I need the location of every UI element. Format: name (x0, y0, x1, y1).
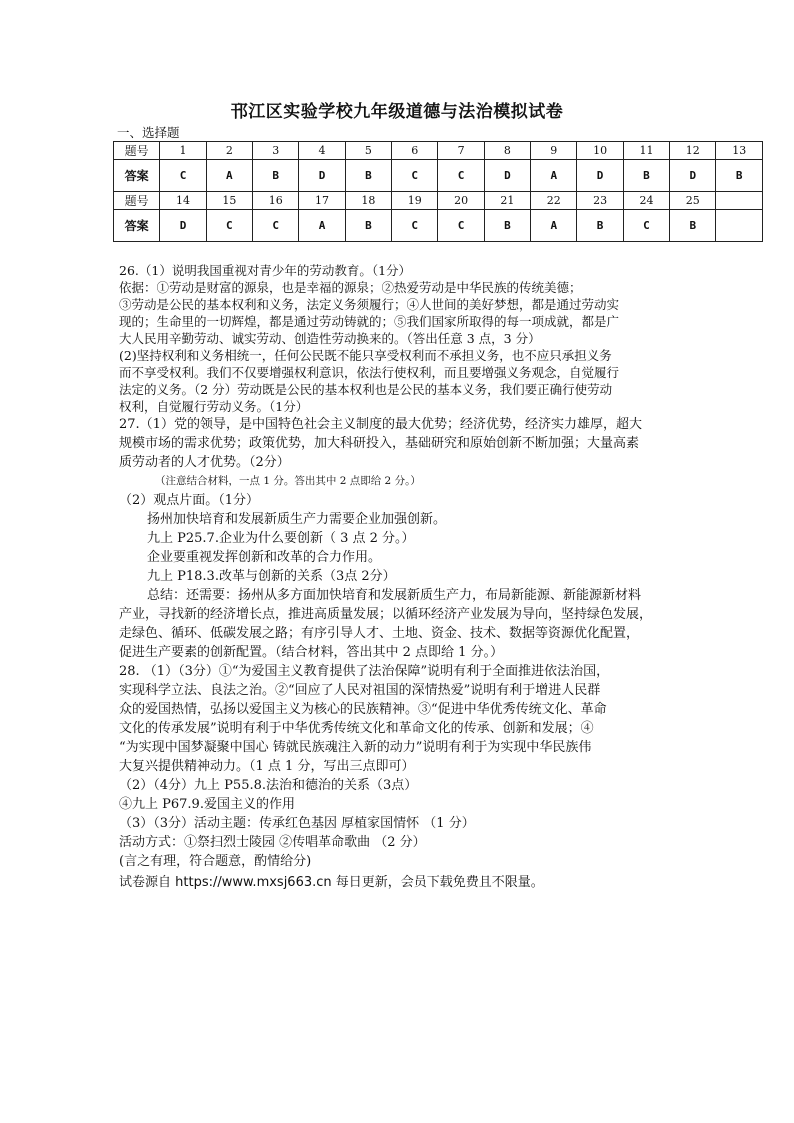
question-number: 24 (623, 192, 669, 210)
answer-cell: C (206, 210, 252, 242)
answer-cell: B (577, 210, 623, 242)
table-row (114, 160, 763, 192)
text-line: 九上 P18.3.改革与创新的关系（3点 2分） (147, 569, 396, 584)
answer-cell: C (392, 160, 438, 192)
table-row (114, 210, 763, 242)
footer-source: 试卷源自 https://www.mxsj663.cn 每日更新，会员下载免费且不限量。 (119, 875, 544, 890)
text-line: 大复兴提供精神动力。（1 点 1 分，写出三点即可） (119, 759, 415, 774)
question-number: 6 (392, 142, 438, 160)
answer-header: 答案 (114, 210, 160, 242)
text-line: 走绿色、循环、低碳发展之路；有序引导人才、土地、资金、技术、数据等资源优化配置， (119, 626, 640, 641)
question-number: 21 (484, 192, 530, 210)
text-line: 依据：①劳动是财富的源泉，也是幸福的源泉；②热爱劳动是中华民族的传统美德； (119, 280, 582, 295)
answer-cell: B (716, 160, 763, 192)
text-line: (言之有理，符合题意，酌情给分) (119, 854, 312, 869)
text-line: 27.（1）党的领导，是中国特色社会主义制度的最大优势；经济优势，经济实力雄厚，超大 (119, 417, 642, 432)
text-line: 企业要重视发挥创新和改革的合力作用。 (147, 550, 382, 565)
answer-table (113, 141, 763, 242)
question-number: 10 (577, 142, 623, 160)
text-line: ④九上 P67.9.爱国主义的作用 (119, 797, 295, 812)
page-title: 邗江区实验学校九年级道德与法治模拟试卷 (230, 102, 564, 122)
text-line: 总结：还需要：扬州从多方面加快培育和发展新质生产力，布局新能源、新能源新材料 (147, 588, 642, 603)
answer-cell: B (253, 160, 299, 192)
table-row (114, 192, 763, 210)
question-28 (119, 662, 679, 892)
answer-cell: B (484, 210, 530, 242)
text-line: 26.（1）说明我国重视对青少年的劳动教育。（1分） (119, 263, 412, 278)
text-line: (2)坚持权利和义务相统一，任何公民既不能只享受权利而不承担义务，也不应只承担义务 (119, 348, 612, 363)
question-number: 3 (253, 142, 299, 160)
question-number: 17 (299, 192, 345, 210)
question-number: 18 (345, 192, 391, 210)
question-number: 1 (160, 142, 206, 160)
question-number: 11 (623, 142, 669, 160)
answer-cell: B (670, 210, 716, 242)
section-heading: 一、选择题 (117, 125, 180, 140)
answer-cell: C (160, 160, 206, 192)
text-line: 活动方式：①祭扫烈士陵园 ②传唱革命歌曲 （2 分） (119, 835, 426, 850)
text-line: （2）观点片面。（1分） (119, 493, 260, 508)
question-number: 8 (484, 142, 530, 160)
text-line: 而不享受权利。我们不仅要增强权利意识，依法行使权利，而且要增强义务观念，自觉履行 (119, 365, 620, 380)
text-line: 实现科学立法、良法之治。②“回应了人民对祖国的深情热爱”说明有利于增进人民群 (119, 683, 601, 698)
question-number (716, 192, 763, 210)
answer-cell: B (345, 160, 391, 192)
text-line: 促进生产要素的创新配置。（结合材料，答出其中 2 点即给 1 分。） (119, 645, 504, 660)
answer-cell: D (299, 160, 345, 192)
label-header: 题号 (114, 142, 160, 160)
question-number: 4 (299, 142, 345, 160)
text-line: 文化的传承发展”说明有利于中华优秀传统文化和革命文化的传承、创新和发展；④ (119, 721, 594, 736)
answer-header: 答案 (114, 160, 160, 192)
answer-cell (716, 210, 763, 242)
table-row (114, 142, 763, 160)
answer-cell: D (670, 160, 716, 192)
question-number: 22 (531, 192, 577, 210)
question-number: 9 (531, 142, 577, 160)
answer-cell: A (299, 210, 345, 242)
answer-cell: C (623, 210, 669, 242)
question-number: 13 (716, 142, 763, 160)
question-number: 16 (253, 192, 299, 210)
question-27 (119, 415, 679, 662)
question-number: 14 (160, 192, 206, 210)
answer-cell: A (531, 210, 577, 242)
text-line: 扬州加快培育和发展新质生产力需要企业加强创新。 (147, 512, 447, 527)
answer-cell: D (577, 160, 623, 192)
answer-cell: C (392, 210, 438, 242)
question-number: 19 (392, 192, 438, 210)
answer-body (119, 262, 679, 892)
text-line: 28. （1）（3分）①“为爱国主义教育提供了法治保障”说明有利于全面推进依法治国， (119, 664, 610, 679)
text-line: 众的爱国热情，弘扬以爱国主义为核心的民族精神。③“促进中华优秀传统文化、革命 (119, 702, 607, 717)
question-number: 7 (438, 142, 484, 160)
text-line: 现的；生命里的一切辉煌，都是通过劳动铸就的；⑤我们国家所取得的每一项成就，都是广 (119, 314, 620, 329)
answer-cell: D (160, 210, 206, 242)
answer-cell: A (531, 160, 577, 192)
question-26 (119, 262, 679, 415)
question-number: 5 (345, 142, 391, 160)
question-number: 2 (206, 142, 252, 160)
text-line: “为实现中国梦凝聚中国心 铸就民族魂注入新的动力”说明有利于为实现中华民族伟 (119, 740, 592, 755)
answer-cell: B (623, 160, 669, 192)
answer-cell: A (206, 160, 252, 192)
text-line: 法定的义务。（2 分）劳动既是公民的基本权利也是公民的基本义务，我们要正确行使劳动 (119, 382, 613, 397)
text-line: 规模市场的需求优势；政策优势，加大科研投入，基础研究和原始创新不断加强；大量高素 (119, 436, 640, 451)
text-line: 九上 P25.7.企业为什么要创新（ 3 点 2 分。） (147, 531, 415, 546)
text-line: （2）（4分）九上 P55.8.法治和德治的关系（3点） (119, 778, 418, 793)
question-number: 20 (438, 192, 484, 210)
answer-cell: D (484, 160, 530, 192)
text-line: （3）（3分）活动主题：传承红色基因 厚植家国情怀 （1 分） (119, 816, 475, 831)
answer-cell: B (345, 210, 391, 242)
question-number: 23 (577, 192, 623, 210)
answer-cell: C (253, 210, 299, 242)
answer-cell: C (438, 210, 484, 242)
question-number: 25 (670, 192, 716, 210)
text-line: 质劳动者的人才优势。（2分） (119, 455, 290, 470)
text-line: 大人民用辛勤劳动、诚实劳动、创造性劳动换来的。（答出任意 3 点，3 分） (119, 331, 541, 346)
text-line: 权利，自觉履行劳动义务。（1分） (119, 399, 309, 414)
grading-note: （注意结合材料，一点 1 分。答出其中 2 点即给 2 分。） (155, 475, 421, 487)
question-number: 12 (670, 142, 716, 160)
label-header: 题号 (114, 192, 160, 210)
question-number: 15 (206, 192, 252, 210)
text-line: ③劳动是公民的基本权利和义务，法定义务须履行；④人世间的美好梦想，都是通过劳动实 (119, 297, 620, 312)
answer-cell: C (438, 160, 484, 192)
text-line: 产业，寻找新的经济增长点，推进高质量发展；以循环经济产业发展为导向，坚持绿色发展， (119, 607, 653, 622)
